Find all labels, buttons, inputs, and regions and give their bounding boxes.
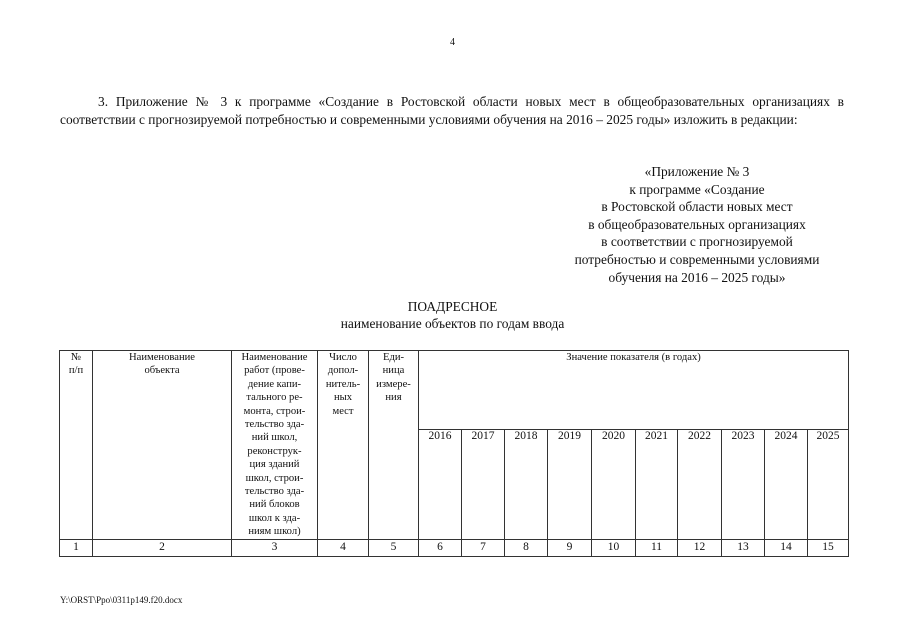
header-line: ниям школ) — [248, 526, 301, 538]
header-unit — [369, 351, 419, 540]
header-line: тельство зда- — [244, 419, 305, 431]
title-sub: наименование объектов по годам ввода — [340, 316, 565, 331]
year-header: 2023 — [722, 429, 765, 539]
header-line: нитель- — [325, 378, 361, 390]
column-number: 13 — [722, 539, 765, 556]
header-line: Число — [329, 352, 357, 363]
column-number: 5 — [369, 539, 419, 556]
footer-file-path: Y:\ORST\Ppo\0311p149.f20.docx — [60, 595, 183, 605]
header-line: п/п — [68, 365, 84, 377]
header-line: мест — [332, 405, 354, 417]
year-header: 2024 — [765, 429, 808, 539]
annex-line: в общеобразовательных организациях — [588, 216, 806, 232]
header-additional-places — [318, 351, 369, 540]
column-number: 10 — [592, 539, 636, 556]
header-line: ция зданий — [249, 459, 300, 471]
column-number: 2 — [93, 539, 232, 556]
column-number: 1 — [60, 539, 93, 556]
objects-table — [59, 350, 849, 557]
header-line: ний блоков — [249, 499, 300, 511]
header-line: Еди- — [382, 352, 405, 363]
header-line: дение капи- — [247, 378, 302, 390]
header-line: работ (прове- — [244, 365, 305, 377]
header-line: измере- — [376, 378, 411, 390]
column-number: 11 — [636, 539, 678, 556]
page-number: 4 — [450, 37, 455, 48]
annex-line: «Приложение № 3 — [644, 164, 750, 179]
column-number: 7 — [462, 539, 505, 556]
column-number: 9 — [548, 539, 592, 556]
annex-line: в Ростовской области новых мест — [601, 199, 793, 215]
column-number: 12 — [678, 539, 722, 556]
year-header: 2025 — [808, 429, 849, 539]
annex-line: потребностью и современными условиями — [574, 251, 820, 267]
header-line: тального ре- — [246, 392, 303, 404]
header-line: объекта — [144, 365, 180, 377]
column-number: 8 — [505, 539, 548, 556]
header-line: ница — [382, 365, 405, 377]
annex-line: в соответствии с прогнозируемой — [601, 234, 793, 250]
column-number: 14 — [765, 539, 808, 556]
header-line: ния — [385, 392, 402, 404]
year-header: 2021 — [636, 429, 678, 539]
column-number: 6 — [419, 539, 462, 556]
annex-line: обучения на 2016 – 2025 годы» — [608, 269, 786, 285]
header-number — [60, 351, 93, 540]
year-header: 2017 — [462, 429, 505, 539]
annex-line: к программе «Создание — [629, 181, 765, 197]
header-line: школ к зда- — [248, 512, 301, 524]
year-header: 2016 — [419, 429, 462, 539]
header-works — [232, 351, 318, 540]
header-line: тельство зда- — [244, 486, 305, 498]
annex-header — [547, 163, 847, 286]
header-line: монта, строи- — [243, 405, 306, 417]
document-title — [0, 298, 905, 332]
year-header: 2019 — [548, 429, 592, 539]
header-line: школ, строи- — [245, 472, 304, 484]
column-number-row — [60, 539, 849, 556]
year-header: 2018 — [505, 429, 548, 539]
column-number: 3 — [232, 539, 318, 556]
header-line: допол- — [327, 365, 359, 377]
header-line: ных — [333, 392, 353, 404]
year-header: 2022 — [678, 429, 722, 539]
column-number: 15 — [808, 539, 849, 556]
header-line: ний школ, — [251, 432, 298, 444]
title-main: ПОАДРЕСНОЕ — [407, 299, 498, 314]
amendment-paragraph: 3. Приложение № 3 к программе «Создание в Ростовской области новых мест в общеобразовательных организациях в соответствии с прогнозируемой потребностью и современными условиями обучения на 2016 – 2025 годы» изложить в редакции: — [60, 94, 844, 127]
year-header: 2020 — [592, 429, 636, 539]
header-indicator-value: Значение показателя (в годах) — [419, 351, 849, 430]
header-line: реконструк- — [247, 445, 302, 457]
header-line: Наименование — [129, 352, 195, 363]
header-object-name — [93, 351, 232, 540]
header-line: Наименование — [241, 352, 308, 363]
column-number: 4 — [318, 539, 369, 556]
header-line: № — [70, 352, 82, 363]
